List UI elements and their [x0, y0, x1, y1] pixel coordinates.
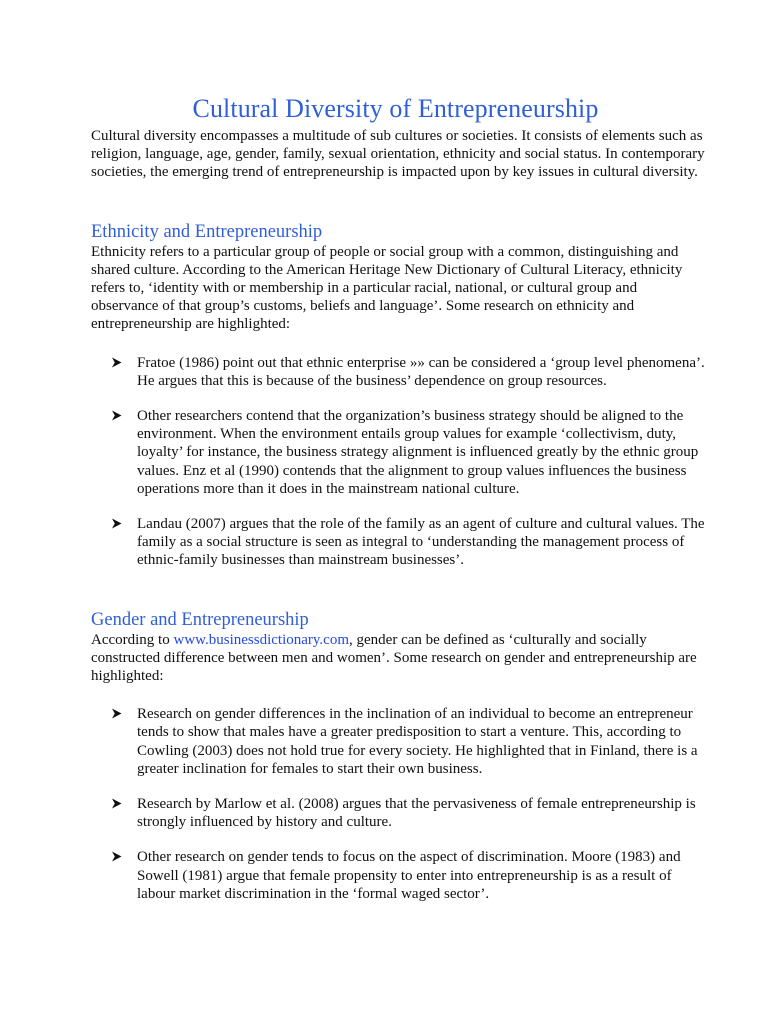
- list-item: [137, 515, 708, 570]
- list-item-text: Other research on gender tends to focus on the aspect of discrimination. Moore (1983) and Sowell (1981) argue that female propensity to enter into entrepreneurship is as a result of labour market discrimination in the ‘formal waged sector’.: [137, 849, 681, 902]
- list-item-text: Research on gender differences in the inclination of an individual to become an entrepreneur tends to show that males have a greater predisposition to start a venture. This, according to Cowling (2003) does not hold true for every society. He highlighted that in Finland, there is a greater inclination for females to start their own business.: [137, 706, 698, 777]
- list-item: [137, 795, 708, 831]
- list-item-text: Fratoe (1986) point out that ethnic enterprise »» can be considered a ‘group level phenomena’. He argues that this is because of the business’ dependence on group resources.: [137, 354, 705, 389]
- list-item: [137, 705, 708, 778]
- arrow-bullet-icon: [111, 410, 122, 421]
- arrow-bullet-icon: [111, 357, 122, 368]
- gender-bullet-list: [91, 705, 708, 903]
- gender-intro-paragraph: [91, 631, 708, 686]
- list-item: [137, 848, 708, 903]
- list-item-text: Landau (2007) argues that the role of the family as an agent of culture and cultural values. The family as a social structure is seen as integral to ‘understanding the management process of ethnic-family businesses than mainstream businesses’.: [137, 516, 705, 569]
- arrow-bullet-icon: [111, 708, 122, 719]
- gender-intro-prefix: According to: [91, 631, 174, 648]
- arrow-bullet-icon: [111, 851, 122, 862]
- section-heading-ethnicity: Ethnicity and Entrepreneurship: [91, 221, 323, 242]
- arrow-bullet-icon: [111, 798, 122, 809]
- intro-paragraph: Cultural diversity encompasses a multitude of sub cultures or societies. It consists of elements such as religion, language, age, gender, family, sexual orientation, ethnicity and social status. In contemporary societies, the emerging trend of entrepreneurship is impacted upon by key issues in cultural diversity.: [91, 128, 705, 181]
- list-item-text: Research by Marlow et al. (2008) argues that the pervasiveness of female entrepreneurship is strongly influenced by history and culture.: [137, 796, 696, 831]
- ethnicity-intro-paragraph: Ethnicity refers to a particular group of people or social group with a common, distinguishing and shared culture. According to the American Heritage New Dictionary of Cultural Literacy, ethnicity refers to, ‘identity with or membership in a particular racial, national, or cultural group and observance of that group’s customs, beliefs and language’. Some research on ethnicity and entrepreneurship are highlighted:: [91, 243, 683, 333]
- arrow-bullet-icon: [111, 518, 122, 529]
- section-heading-gender: Gender and Entrepreneurship: [91, 609, 309, 630]
- list-item: [137, 354, 708, 390]
- list-item: [137, 407, 708, 498]
- section-spacer: [91, 587, 708, 609]
- list-item-text: Other researchers contend that the organization’s business strategy should be aligned to the environment. When the environment entails group values for example ‘collectivism, duty, loyalty’ for instance, the business strategy alignment is influenced greatly by the ethnic group values. Enz et al (1990) contends that the alignment to group values influences the business operations more than it does in the mainstream national culture.: [137, 408, 699, 497]
- page-title: Cultural Diversity of Entrepreneurship: [192, 94, 599, 123]
- gender-intro-suffix: , gender can be defined as ‘culturally and socially constructed difference between men and women’. Some research on gender and entrepreneurship are highlighted:: [91, 631, 697, 685]
- ethnicity-bullet-list: [91, 354, 708, 570]
- businessdictionary-link[interactable]: www.businessdictionary.com: [173, 631, 350, 648]
